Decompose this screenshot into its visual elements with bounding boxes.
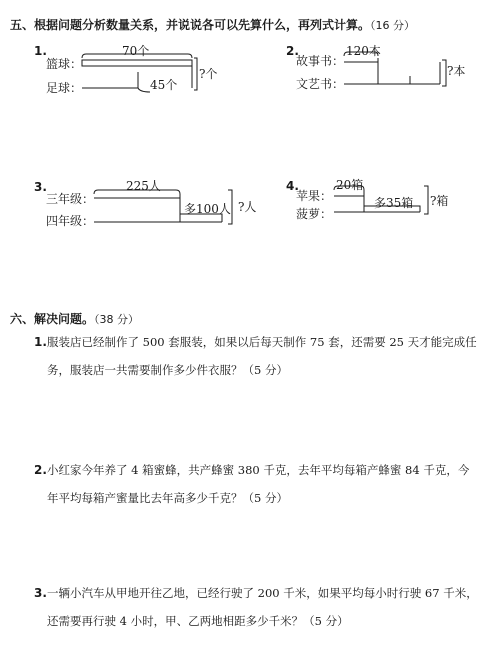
diagram-4-label-top: 苹果： — [296, 189, 333, 203]
diagram-4-question: ?箱 — [430, 194, 449, 208]
question-1-number: 1. — [34, 335, 47, 349]
diagram-4-number: 4. — [286, 179, 299, 193]
diagram-3-question: ?人 — [238, 200, 257, 214]
diagram-1-value-bottom: 45个 — [150, 78, 178, 92]
section5-points: （16 分） — [370, 19, 416, 32]
diagram-2-number: 2. — [286, 44, 299, 58]
diagram-3-value-top: 225人 — [126, 179, 161, 193]
diagram-2-question: ?本 — [447, 64, 466, 78]
diagram-1-value-top: 70个 — [122, 44, 150, 58]
question-2-number: 2. — [34, 463, 47, 477]
diagram-1-question: ?个 — [199, 67, 218, 81]
question-2-text: 小红家今年养了 4 箱蜜蜂，共产蜂蜜 380 千克，去年平均每箱产蜂蜜 84 千克，今年平均每箱产蜜量比去年高多少千克？（5 分） — [47, 463, 470, 505]
question-3-number: 3. — [34, 586, 47, 600]
diagram-2-label-bottom: 文艺书： — [296, 77, 345, 91]
section6-header — [10, 310, 139, 327]
diagram-3-label-bottom: 四年级： — [46, 214, 95, 228]
diagram-2-value-top: 120本 — [346, 44, 381, 58]
diagram-2-label-top: 故事书： — [296, 54, 345, 68]
section6-title: 六、解决问题。 — [10, 312, 95, 326]
section6-points: （38 分） — [94, 313, 140, 326]
diagram-1-label-bottom: 足球： — [46, 81, 83, 95]
diagram-4-value-bottom: 多35箱 — [374, 196, 414, 210]
diagram-3-label-top: 三年级： — [46, 192, 95, 206]
diagram-1-number: 1. — [34, 44, 47, 58]
question-1-text: 服装店已经制作了 500 套服装，如果以后每天制作 75 套，还需要 25 天才能完成任务，服装店一共需要制作多少件衣服？（5 分） — [47, 335, 477, 377]
diagram-1-label-top: 篮球： — [46, 57, 83, 71]
diagram-3-number: 3. — [34, 180, 47, 194]
diagram-4-value-top: 20箱 — [336, 178, 364, 192]
section5-title: 五、根据问题分析数量关系，并说说各可以先算什么，再列式计算。 — [10, 18, 371, 32]
question-3-text: 一辆小汽车从甲地开往乙地，已经行驶了 200 千米，如果平均每小时行驶 67 千米，还需要再行驶 4 小时，甲、乙两地相距多少千米？（5 分） — [47, 586, 478, 628]
diagram-3-value-bottom: 多100人 — [184, 202, 231, 216]
diagram-4-label-bottom: 菠萝： — [296, 207, 333, 221]
